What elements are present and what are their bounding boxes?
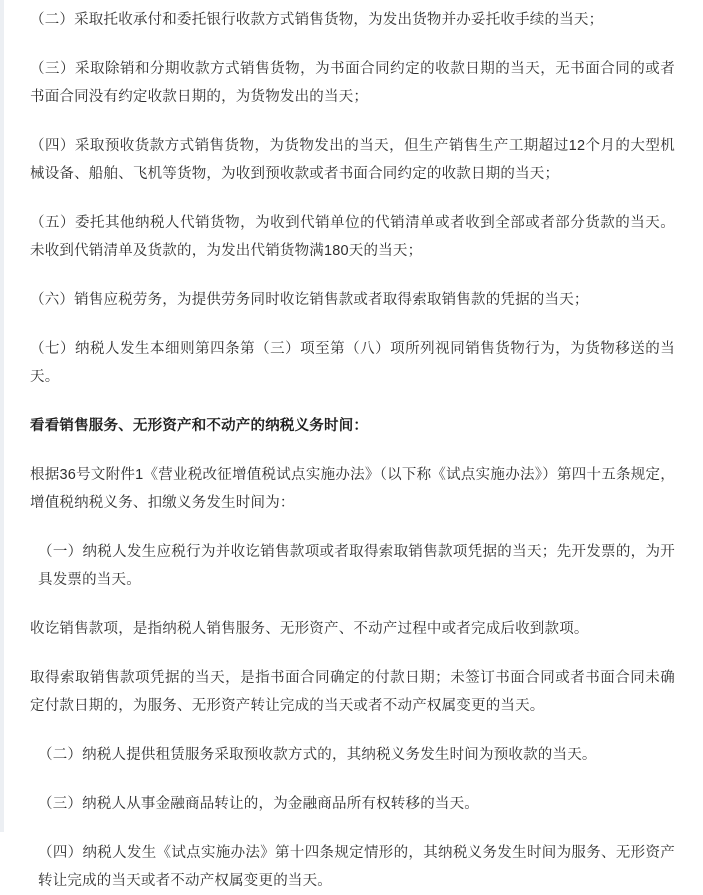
paragraph: （四）纳税人发生《试点实施办法》第十四条规定情形的，其纳税义务发生时间为服务、无形资产转让完成的当天或者不动产权属变更的当天。 [38, 845, 675, 889]
document-body [30, 0, 675, 895]
paragraph: （六）销售应税劳务，为提供劳务同时收讫销售款或者取得索取销售款的凭据的当天； [30, 292, 589, 308]
paragraph: （五）委托其他纳税人代销货物，为收到代销单位的代销清单或者收到全部或者部分货款的当天。未收到代销清单及货款的，为发出代销货物满180天的当天； [30, 215, 675, 259]
paragraph: （三）纳税人从事金融商品转让的，为金融商品所有权转移的当天。 [38, 796, 479, 812]
paragraph: （三）采取除销和分期收款方式销售货物，为书面合同约定的收款日期的当天，无书面合同的或者书面合同没有约定收款日期的，为货物发出的当天； [30, 61, 675, 105]
paragraph: 收讫销售款项，是指纳税人销售服务、无形资产、不动产过程中或者完成后收到款项。 [30, 621, 589, 637]
paragraph: （二）采取托收承付和委托银行收款方式销售货物，为发出货物并办妥托收手续的当天； [30, 12, 604, 28]
paragraph: （二）纳税人提供租赁服务采取预收款方式的，其纳税义务发生时间为预收款的当天。 [38, 747, 597, 763]
paragraph: （一）纳税人发生应税行为并收讫销售款项或者取得索取销售款项凭据的当天；先开发票的，为开具发票的当天。 [38, 544, 675, 588]
paragraph: （四）采取预收货款方式销售货物，为货物发出的当天，但生产销售生产工期超过12个月的大型机械设备、船舶、飞机等货物，为收到预收款或者书面合同约定的收款日期的当天； [30, 138, 675, 182]
left-margin-rule [0, 0, 4, 832]
paragraph: 取得索取销售款项凭据的当天，是指书面合同确定的付款日期；未签订书面合同或者书面合同未确定付款日期的，为服务、无形资产转让完成的当天或者不动产权属变更的当天。 [30, 670, 675, 714]
paragraph: （七）纳税人发生本细则第四条第（三）项至第（八）项所列视同销售货物行为，为货物移送的当天。 [30, 341, 675, 385]
section-heading: 看看销售服务、无形资产和不动产的纳税义务时间： [30, 418, 369, 434]
paragraph: 根据36号文附件1《营业税改征增值税试点实施办法》（以下称《试点实施办法》）第四十五条规定，增值税纳税义务、扣缴义务发生时间为： [30, 467, 675, 511]
